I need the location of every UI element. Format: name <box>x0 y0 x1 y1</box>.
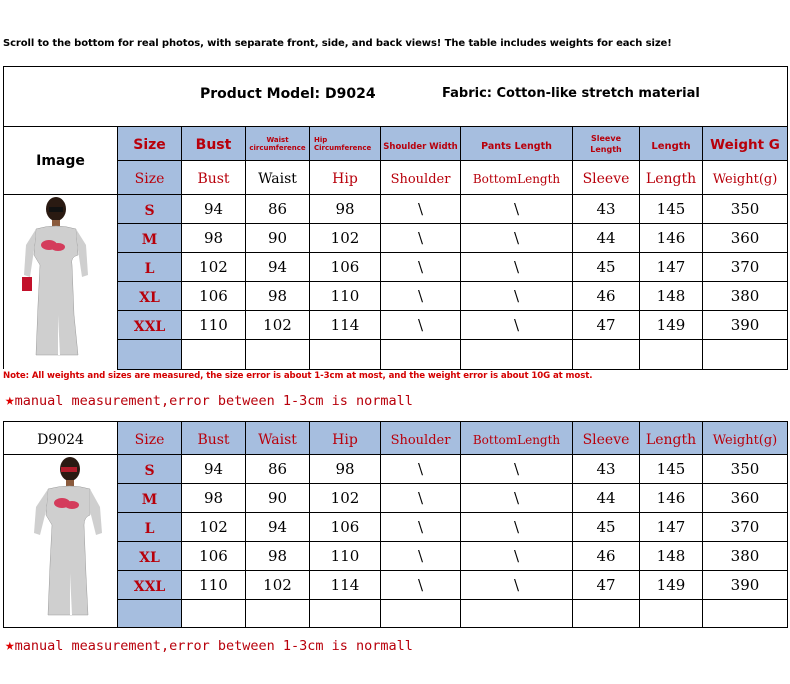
hip-value: 114 <box>310 311 381 340</box>
size-label: L <box>144 260 155 277</box>
empty-cell <box>118 340 182 369</box>
image-column-header: Image <box>4 127 118 195</box>
hip-value: 98 <box>310 195 381 224</box>
shoulder-value: \ <box>381 311 461 340</box>
empty-cell <box>246 340 310 369</box>
shoulder-value: \ <box>381 513 461 542</box>
shoulder-value: \ <box>381 484 461 513</box>
size-label: XXL <box>133 578 166 595</box>
length-value: 148 <box>640 542 703 571</box>
bottom-length-value: \ <box>461 282 573 311</box>
waist-value: 90 <box>246 224 310 253</box>
header-length: Length <box>645 171 697 187</box>
header-waist: Waist <box>258 171 297 187</box>
header-pants-en: Pants Length <box>481 141 552 152</box>
hip-value: 110 <box>310 542 381 571</box>
bottom-length-value: \ <box>461 571 573 600</box>
bottom-length-value: \ <box>461 253 573 282</box>
weight-value: 360 <box>703 224 788 253</box>
bottom-length-value: \ <box>461 224 573 253</box>
manual-note-text: manual measurement,error between 1-3cm is normall <box>14 638 413 654</box>
header-waist: Waist <box>258 431 297 448</box>
sleeve-value: 45 <box>573 513 640 542</box>
manual-measurement-note-2 <box>5 635 413 654</box>
empty-cell <box>182 600 246 628</box>
bust-value: 106 <box>182 542 246 571</box>
shoulder-value: \ <box>381 253 461 282</box>
product-image-cell <box>4 195 118 370</box>
empty-cell <box>640 340 703 369</box>
bust-value: 94 <box>182 455 246 484</box>
empty-cell <box>640 600 703 628</box>
header-sleeve-en-sub: Length <box>590 144 622 154</box>
waist-value: 98 <box>246 282 310 311</box>
header-sleeve: Sleeve <box>582 171 630 187</box>
bust-value: 110 <box>182 311 246 340</box>
empty-cell <box>573 340 640 369</box>
empty-cell <box>703 340 788 369</box>
header-waist-en-sub: circumference <box>249 143 306 152</box>
header-bust: Bust <box>197 171 230 187</box>
header-sleeve: Sleeve <box>582 431 630 448</box>
header-hip: Hip <box>332 171 358 187</box>
bust-value: 102 <box>182 253 246 282</box>
length-value: 146 <box>640 224 703 253</box>
weight-value: 350 <box>703 195 788 224</box>
length-value: 149 <box>640 311 703 340</box>
product-model: Product Model: D9024 <box>200 86 376 102</box>
empty-cell <box>246 600 310 628</box>
sleeve-value: 44 <box>573 224 640 253</box>
header-size: Size <box>134 431 165 448</box>
measurement-note: Note: All weights and sizes are measured, the size error is about 1-3cm at most, and the weight error is about 10G at most. <box>3 371 593 381</box>
shoulder-value: \ <box>381 224 461 253</box>
bust-value: 94 <box>182 195 246 224</box>
empty-cell <box>381 340 461 369</box>
bust-value: 102 <box>182 513 246 542</box>
size-label: M <box>141 231 158 248</box>
bottom-length-value: \ <box>461 542 573 571</box>
header-hip: Hip <box>332 431 358 448</box>
length-value: 148 <box>640 282 703 311</box>
sleeve-value: 47 <box>573 571 640 600</box>
header-hip-en: Hip <box>314 135 328 144</box>
weight-value: 390 <box>703 311 788 340</box>
waist-value: 102 <box>246 311 310 340</box>
empty-cell <box>461 600 573 628</box>
length-value: 147 <box>640 513 703 542</box>
shoulder-value: \ <box>381 455 461 484</box>
empty-cell <box>381 600 461 628</box>
size-label: L <box>144 520 155 537</box>
shoulder-value: \ <box>381 282 461 311</box>
header-shoulder-en: Shoulder Width <box>383 142 458 152</box>
shoulder-value: \ <box>381 571 461 600</box>
header-length: Length <box>645 431 697 448</box>
header-bottom-length: BottomLength <box>472 432 561 447</box>
header-length-en: Length <box>651 141 691 152</box>
manual-measurement-note-1 <box>5 390 413 409</box>
size-label: M <box>141 491 158 508</box>
header-weight: Weight(g) <box>712 432 778 448</box>
waist-value: 90 <box>246 484 310 513</box>
waist-value: 86 <box>246 195 310 224</box>
weight-value: 380 <box>703 542 788 571</box>
waist-value: 102 <box>246 571 310 600</box>
hip-value: 102 <box>310 224 381 253</box>
size-chart-table-2 <box>3 421 788 628</box>
bust-value: 106 <box>182 282 246 311</box>
header-bust-en: Bust <box>195 137 232 153</box>
product-photo-icon <box>18 195 98 360</box>
hip-value: 106 <box>310 253 381 282</box>
waist-value: 98 <box>246 542 310 571</box>
empty-cell <box>310 340 381 369</box>
top-note: Scroll to the bottom for real photos, with separate front, side, and back views! The table includes weights for each size! <box>3 38 672 49</box>
empty-cell <box>118 600 182 628</box>
header-size: Size <box>134 171 165 187</box>
weight-value: 350 <box>703 455 788 484</box>
empty-cell <box>310 600 381 628</box>
header-hip-en-sub: Circumference <box>314 143 372 152</box>
waist-value: 94 <box>246 253 310 282</box>
bottom-length-value: \ <box>461 484 573 513</box>
waist-value: 86 <box>246 455 310 484</box>
product-photo-icon <box>28 455 108 620</box>
sleeve-value: 45 <box>573 253 640 282</box>
header-weight-en: Weight G <box>710 137 780 153</box>
bust-value: 110 <box>182 571 246 600</box>
star-icon: ★ <box>5 635 15 654</box>
bust-value: 98 <box>182 224 246 253</box>
hip-value: 102 <box>310 484 381 513</box>
hip-value: 98 <box>310 455 381 484</box>
sleeve-value: 47 <box>573 311 640 340</box>
size-label: S <box>144 202 155 219</box>
star-icon: ★ <box>5 390 15 409</box>
shoulder-value: \ <box>381 542 461 571</box>
header-bust: Bust <box>197 431 230 448</box>
empty-cell <box>182 340 246 369</box>
length-value: 146 <box>640 484 703 513</box>
sleeve-value: 44 <box>573 484 640 513</box>
weight-value: 390 <box>703 571 788 600</box>
hip-value: 114 <box>310 571 381 600</box>
header-size-en: Size <box>133 137 166 153</box>
waist-value: 94 <box>246 513 310 542</box>
header-shoulder: Shoulder <box>390 432 451 448</box>
length-value: 145 <box>640 455 703 484</box>
bottom-length-value: \ <box>461 195 573 224</box>
size-label: XL <box>139 289 160 306</box>
header-waist-en: Waist <box>266 135 289 144</box>
shoulder-value: \ <box>381 195 461 224</box>
sleeve-value: 43 <box>573 195 640 224</box>
fabric-info: Fabric: Cotton-like stretch material <box>442 86 700 101</box>
length-value: 149 <box>640 571 703 600</box>
bottom-length-value: \ <box>461 513 573 542</box>
empty-cell <box>573 600 640 628</box>
weight-value: 370 <box>703 253 788 282</box>
bust-value: 98 <box>182 484 246 513</box>
manual-note-text: manual measurement,error between 1-3cm is normall <box>14 393 413 409</box>
header-weight: Weight(g) <box>712 172 778 187</box>
header-shoulder: Shoulder <box>390 172 451 187</box>
size-label: XXL <box>133 318 166 335</box>
hip-value: 110 <box>310 282 381 311</box>
hip-value: 106 <box>310 513 381 542</box>
weight-value: 370 <box>703 513 788 542</box>
weight-value: 360 <box>703 484 788 513</box>
size-label: XL <box>139 549 160 566</box>
size-chart-table-1 <box>3 66 788 370</box>
header-sleeve-en: Sleeve <box>591 133 621 143</box>
sleeve-value: 43 <box>573 455 640 484</box>
bottom-length-value: \ <box>461 455 573 484</box>
model-label: D9024 <box>37 431 84 448</box>
header-bottom-length: BottomLength <box>472 172 561 186</box>
empty-cell <box>703 600 788 628</box>
length-value: 147 <box>640 253 703 282</box>
size-label: S <box>144 462 155 479</box>
product-image-cell <box>4 455 118 628</box>
empty-cell <box>461 340 573 369</box>
sleeve-value: 46 <box>573 542 640 571</box>
weight-value: 380 <box>703 282 788 311</box>
sleeve-value: 46 <box>573 282 640 311</box>
length-value: 145 <box>640 195 703 224</box>
bottom-length-value: \ <box>461 311 573 340</box>
